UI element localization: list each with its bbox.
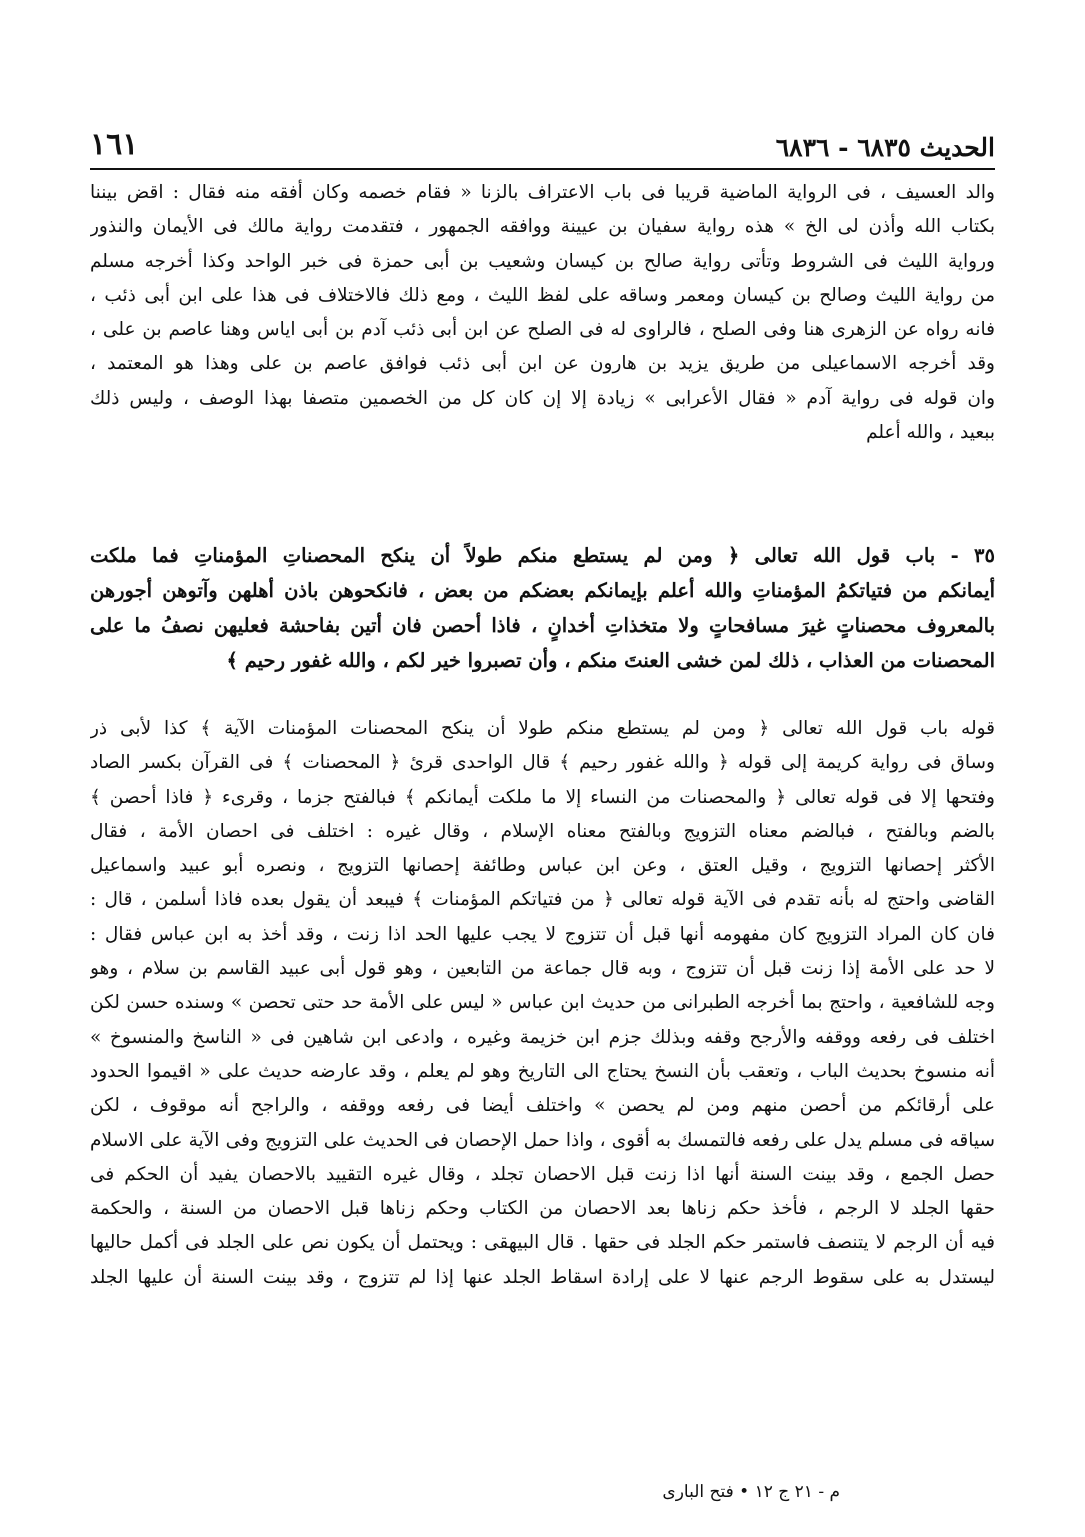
text-line: فان كان المراد التزويج كان مفهومه أنها قبل أن تتزوج لا يجب عليها الحد اذا زنت ، وقد أخذ به ابن عباس فقال :: [90, 923, 995, 945]
heading-line: بالمعروف محصناتٍ غيرَ مسافحاتٍ ولا متخذاتِ أخدانٍ ، فاذا أحصن فان أتين بفاحشة فعليهن نصفُ ما على: [90, 614, 995, 637]
heading-line: المحصنات من العذاب ، ذلك لمن خشى العنتَ منكم ، وأن تصبروا خير لكم ، والله غفور رحيم ﴾: [226, 649, 995, 672]
text-line: لا حد على الأمة إذا زنت قبل أن تتزوج ، وبه قال جماعة من التابعين ، وهو قول أبى عبيد القاسم بن سلام ، وهو: [90, 958, 995, 980]
text-line: اختلف فى رفعه ووقفه والأرجح وقفه وبذلك جزم ابن خزيمة وغيره ، وادعى ابن شاهين فى « الناسخ والمنسوخ »: [90, 1026, 995, 1048]
text-line: وجه للشافعية ، واحتج بما أخرجه الطبرانى من حديث ابن عباس « ليس على الأمة حد حتى تحصن » وسنده حسن لكن: [90, 992, 995, 1014]
heading-line: ٣٥ - باب قول الله تعالى ﴿ ومن لم يستطع منكم طولاً أن ينكح المحصناتِ المؤمناتِ فما ملكت: [90, 544, 995, 567]
text-line: القاضى واحتج له بأنه تقدم فى الآية قوله تعالى ﴿ من فتياتكم المؤمنات ﴾ فيبعد أن يقول بعده فاذا أسلمن ، قال :: [90, 889, 995, 911]
text-line: على أرقائكم من أحصن منهم ومن لم يحصن » واختلف أيضا فى رفعه ووقفه ، والراجح أنه موقوف ، لكن: [90, 1095, 995, 1117]
text-line: بالضم وبالفتح ، فبالضم معناه التزويج وبالفتح معناه الإسلام ، وقال غيره : اختلف فى احصان الأمة ، فقال: [90, 820, 995, 842]
text-line: بكتاب الله وأذن لى الخ » هذه رواية سفيان بن عيينة ووافقه الجمهور ، فتقدمت رواية مالك فى الأيمان والنذور: [90, 216, 995, 238]
running-head: [90, 118, 995, 162]
text-line: قوله باب قول الله تعالى ﴿ ومن لم يستطع منكم طولا أن ينكح المحصنات المؤمنات الآية ﴾ كذا لأبى ذر: [90, 718, 995, 739]
text-line: فيه أن الرجم لا يتنصف فاستمر حكم الجلد فى حقها . قال البيهقى : ويحتمل أن يكون نص على الجلد فى أكمل حاليها: [90, 1232, 995, 1254]
header-rule: [90, 168, 995, 170]
text-line: وساق فى رواية كريمة إلى قوله ﴿ والله غفور رحيم ﴾ قال الواحدى قرئ ﴿ المحصنات ﴾ فى القرآن بكسر الصاد: [90, 752, 995, 774]
heading-line: أيمانكم من فتياتكمُ المؤمناتِ والله أعلم بإيمانكم بعضكم من بعض ، فانكحوهن باذن أهلهن وآتوهن أجورهن: [90, 579, 995, 602]
text-line: وقد أخرجه الاسماعيلى من طريق يزيد بن هارون عن ابن أبى ذئب فوافق عاصم بن على وهذا هو المعتمد ،: [90, 353, 995, 375]
text-line: ببعيد ، والله أعلم: [866, 422, 995, 444]
paragraph-1: [90, 176, 995, 450]
text-line: الأكثر إحصانها التزويج ، وقيل العتق ، وعن ابن عباس وطائفة إحصانها التزويج ، ونصره أبو عبيد واسماعيل: [90, 855, 995, 877]
text-line: وان قوله فى رواية آدم « فقال الأعرابى » زيادة إلا إن كان كل من الخصمين متصفا بهذا الوصف ، وليس ذلك: [90, 387, 995, 409]
text-line: ليستدل به على سقوط الرجم عنها لا على إرادة اسقاط الجلد عنها إذا لم تتزوج ، وقد بينت السنة أن عليها الجلد: [90, 1266, 995, 1288]
hadith-range: الحديث ٦٨٣٥ - ٦٨٣٦: [775, 133, 995, 162]
page-number: ١٦١: [90, 127, 139, 162]
text-line: من رواية الليث وصالح بن كيسان ومعمر وساقه على لفظ الليث ، ومع ذلك فالاختلاف فى هذا على ابن أبى ذئب ،: [90, 284, 995, 306]
text-line: فانه رواه عن الزهرى هنا وفى الصلح ، فالراوى له فى الصلح عن ابن أبى ذئب آدم بن أبى اياس وهنا عاصم بن على ،: [90, 319, 995, 341]
chapter-heading: [90, 538, 995, 678]
text-line: حصل الجمع ، وقد بينت السنة أنها اذا زنت قبل الاحصان تجلد ، وقال غيره التقييد بالاحصان يفيد أن الحكم فى: [90, 1163, 995, 1185]
text-line: أنه منسوخ بحديث الباب ، وتعقب بأن النسخ يحتاج الى التاريخ وهو لم يعلم ، وقد عارضه حديث على « اقيموا الحدود: [90, 1060, 995, 1082]
text-line: سياقه فى مسلم يدل على رفعه فالتمسك به أقوى ، واذا حمل الإحصان فى الحديث على التزويج وفى الآية على الاسلام: [90, 1129, 995, 1151]
commentary: [90, 712, 995, 1295]
text-line: والد العسيف ، فى الرواية الماضية قريبا فى باب الاعتراف بالزنا « فقام خصمه وكان أفقه منه فقال : اقض بيننا: [90, 182, 995, 203]
text-line: حقها الجلد لا الرجم ، فأخذ حكم زناها بعد الاحصان من الكتاب وحكم زناها قبل الاحصان من السنة ، والحكمة: [90, 1198, 995, 1220]
page-footer: م - ٢١ ج ١٢ • فتح البارى: [662, 1482, 840, 1502]
text-line: وفتحها إلا فى قوله تعالى ﴿ والمحصنات من النساء إلا ما ملكت أيمانكم ﴾ فبالفتح جزما ، وقرىء ﴿ فاذا أحصن ﴾: [90, 786, 995, 808]
text-line: ورواية الليث فى الشروط وتأتى رواية صالح بن كيسان وشعيب بن أبى حمزة فى خبر الواحد وكذا أخرجه مسلم: [90, 250, 995, 272]
